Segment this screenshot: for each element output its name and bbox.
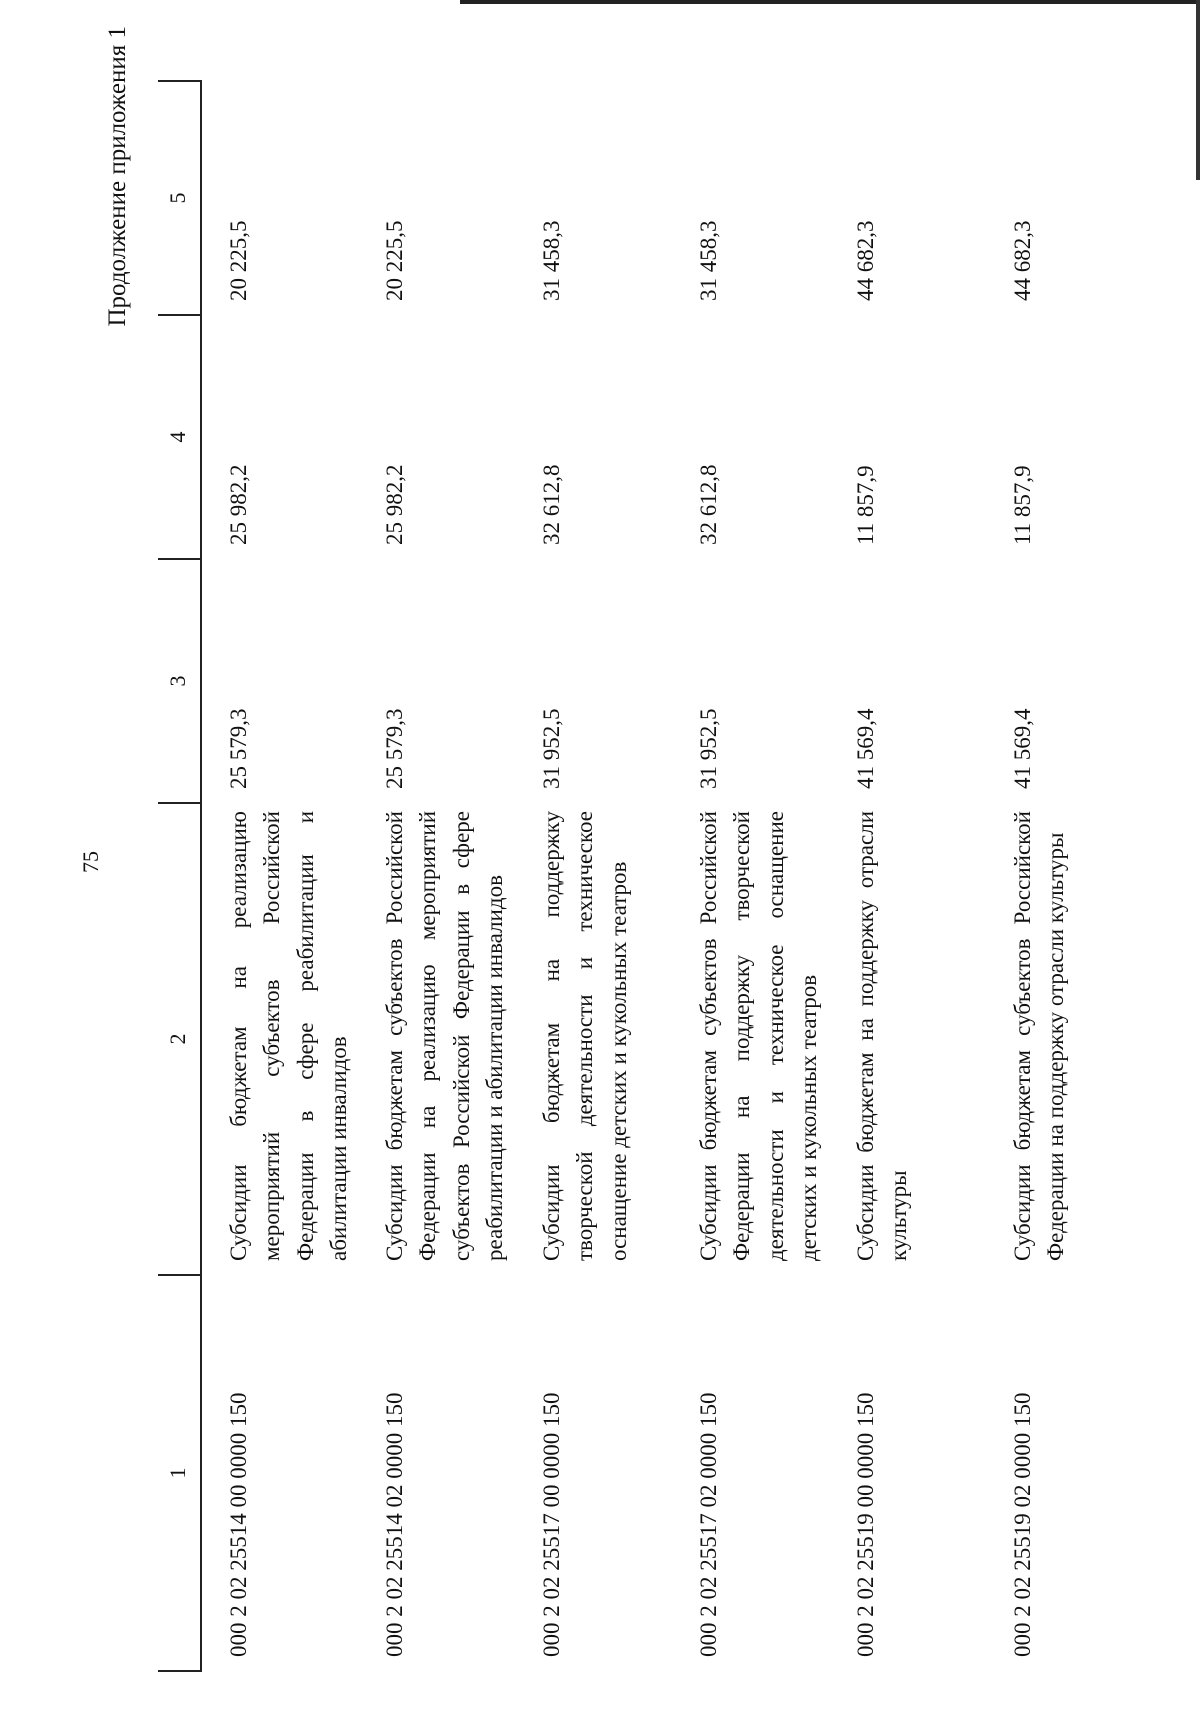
row-value-col3: 31 952,5 [538, 708, 564, 789]
row-code: 000 2 02 25519 00 0000 150 [852, 1392, 878, 1657]
row-value-col3: 41 569,4 [1009, 708, 1035, 789]
continuation-title: Продолжение приложения 1 [104, 26, 131, 327]
row-value-col4: 32 612,8 [538, 464, 564, 545]
table-row [358, 81, 515, 1671]
row-description: Субсидии бюджетам на поддержку отрасли культуры [852, 811, 912, 1261]
row-value-col5: 20 225,5 [225, 220, 251, 301]
table-row [986, 81, 1143, 1671]
table-row [515, 81, 672, 1671]
header-row [158, 81, 201, 1671]
row-value-col3: 25 579,3 [381, 708, 407, 789]
row-code: 000 2 02 25519 02 0000 150 [1009, 1392, 1035, 1657]
row-value-col4: 32 612,8 [695, 464, 721, 545]
row-description: Субсидии бюджетам на поддержку творческой деятельности и техническое оснащение детских и кукольных театров [538, 811, 631, 1261]
row-value-col3: 41 569,4 [852, 708, 878, 789]
row-code: 000 2 02 25517 00 0000 150 [538, 1392, 564, 1657]
row-value-col5: 31 458,3 [538, 220, 564, 301]
row-value-col4: 25 982,2 [225, 464, 251, 545]
row-code: 000 2 02 25514 02 0000 150 [381, 1392, 407, 1657]
row-value-col4: 11 857,9 [1009, 465, 1035, 545]
header-col-3: 3 [158, 559, 201, 803]
row-value-col5: 44 682,3 [852, 220, 878, 301]
header-col-1: 1 [158, 1275, 201, 1671]
row-description: Субсидии бюджетам субъектов Российской Федерации на реализацию мероприятий субъектов Российской Федерации в сфере реабилитации и абилитации инвалидов [381, 811, 507, 1261]
row-description: Субсидии бюджетам субъектов Российской Федерации на поддержку творческой деятельности и техническое оснащение детских и кукольных театров [695, 811, 821, 1261]
appendix-table [158, 80, 1143, 1672]
row-value-col3: 25 579,3 [225, 708, 251, 789]
row-code: 000 2 02 25517 02 0000 150 [695, 1392, 721, 1657]
row-value-col3: 31 952,5 [695, 708, 721, 789]
row-description: Субсидии бюджетам субъектов Российской Федерации на поддержку отрасли культуры [1009, 811, 1069, 1261]
row-value-col4: 11 857,9 [852, 465, 878, 545]
header-col-5: 5 [158, 81, 201, 315]
row-description: Субсидии бюджетам на реализацию мероприятий субъектов Российской Федерации в сфере реабилитации и абилитации инвалидов [225, 811, 351, 1261]
row-value-col4: 25 982,2 [381, 464, 407, 545]
row-value-col5: 20 225,5 [381, 220, 407, 301]
table-row [829, 81, 986, 1671]
header-col-2: 2 [158, 803, 201, 1275]
table-row [672, 81, 829, 1671]
table-row [201, 81, 358, 1671]
page-number: 75 [78, 851, 103, 873]
row-code: 000 2 02 25514 00 0000 150 [225, 1392, 251, 1657]
row-value-col5: 44 682,3 [1009, 220, 1035, 301]
row-value-col5: 31 458,3 [695, 220, 721, 301]
header-col-4: 4 [158, 315, 201, 559]
